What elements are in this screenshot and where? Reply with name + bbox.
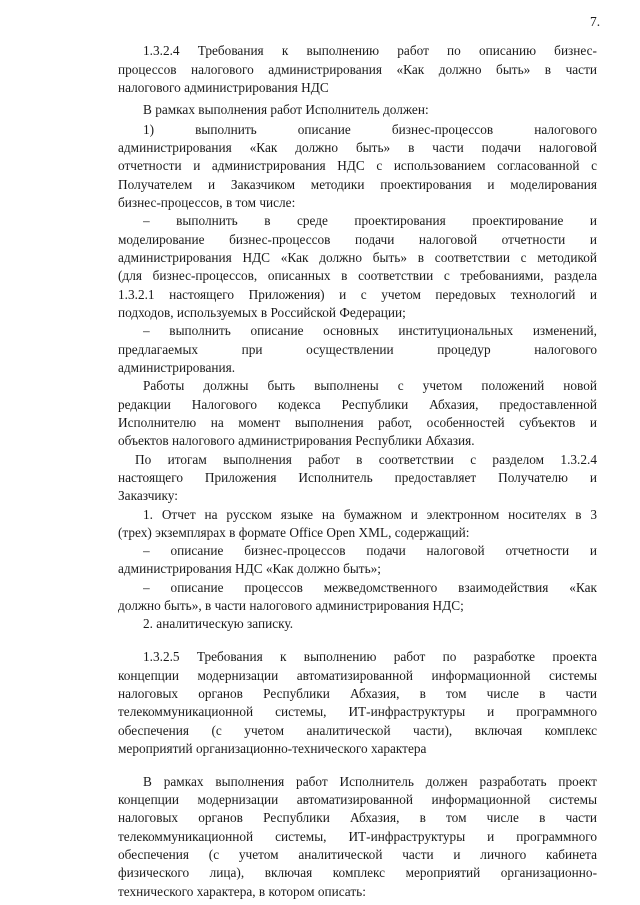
paragraph-line: телекоммуникационной системы, ИТ-инфраструктуры и программного (118, 829, 597, 844)
paragraph-line: отчетности и администрирования НДС с использованием согласованной с (118, 158, 597, 173)
paragraph-line: налоговых органов Республики Абхазия, в том числе в части (118, 810, 597, 825)
sub-bullet-line: – описание бизнес-процессов подачи налоговой отчетности и (143, 543, 597, 558)
paragraph-line: настоящего Приложения Исполнитель предоставляет Получателю и (118, 470, 597, 485)
paragraph-line: Исполнителю на момент выполнения работ, особенностей субъектов и (118, 415, 597, 430)
section-heading-line: телекоммуникационной системы, ИТ-инфраструктуры и программного (118, 704, 597, 719)
intro-text: В рамках выполнения работ Исполнитель должен: (143, 102, 429, 117)
deliverable-line: 2. аналитическую записку. (143, 616, 294, 631)
bullet-line: (для бизнес-процессов, описанных в соответствии с требованиями, раздела (118, 268, 597, 283)
section-heading-line: налоговых органов Республики Абхазия, в том числе в части (118, 686, 597, 701)
bullet-line: – выполнить описание основных институциональных изменений, (143, 323, 597, 338)
sub-bullet-line: администрирования НДС «Как должно быть»; (118, 561, 382, 576)
section-heading-line: 1.3.2.5 Требования к выполнению работ по разработке проекта (143, 649, 597, 664)
paragraph-line: обеспечения (с учетом аналитической части и личного кабинета (118, 847, 597, 862)
paragraph-line: администрирования «Как должно быть» в части подачи налоговой (118, 140, 597, 155)
bullet-line: администрирования. (118, 360, 236, 375)
paragraph-line: физического лица), включая комплекс мероприятий организационно- (118, 865, 597, 880)
paragraph-line: Заказчику: (118, 488, 178, 503)
paragraph-line: концепции модернизации автоматизированной информационной системы (118, 792, 597, 807)
deliverable-line: (трех) экземплярах в формате Office Open XML, содержащий: (118, 525, 470, 540)
section-heading-line: налогового администрирования НДС (118, 80, 329, 95)
paragraph-line: бизнес-процессов, в том числе: (118, 195, 296, 210)
page-number: 7. (590, 14, 601, 29)
section-heading-line: мероприятий организационно-технического характера (118, 741, 427, 756)
bullet-line: подходов, используемых в Российской Федерации; (118, 305, 406, 320)
section-heading-line: 1.3.2.4 Требования к выполнению работ по описанию бизнес- (143, 43, 597, 58)
bullet-line: моделирование бизнес-процессов подачи налоговой отчетности и (118, 232, 597, 247)
bullet-line: – выполнить в среде проектирования проектирование и (143, 213, 597, 228)
bullet-line: администрирования НДС «Как должно быть» в соответствии с методикой (118, 250, 597, 265)
section-heading-line: концепции модернизации автоматизированной информационной системы (118, 668, 597, 683)
paragraph-line: По итогам выполнения работ в соответствии с разделом 1.3.2.4 (135, 452, 597, 467)
paragraph-line: 1) выполнить описание бизнес-процессов налогового (143, 122, 597, 137)
section-heading-line: процессов налогового администрирования «Как должно быть» в части (118, 62, 597, 77)
section-heading-line: обеспечения (с учетом аналитической части), включая комплекс (118, 723, 597, 738)
sub-bullet-line: – описание процессов межведомственного взаимодействия «Как (143, 580, 597, 595)
paragraph-line: В рамках выполнения работ Исполнитель должен разработать проект (143, 774, 597, 789)
deliverable-line: 1. Отчет на русском языке на бумажном и электронном носителях в 3 (143, 507, 597, 522)
bullet-line: предлагаемых при осуществлении процедур налогового (118, 342, 597, 357)
paragraph-line: Получателем и Заказчиком методики проектирования и моделирования (118, 177, 597, 192)
bullet-line: 1.3.2.1 настоящего Приложения) и с учетом передовых технологий и (118, 287, 597, 302)
paragraph-line: технического характера, в котором описать: (118, 884, 366, 899)
paragraph-line: объектов налогового администрирования Республики Абхазия. (118, 433, 475, 448)
paragraph-line: Работы должны быть выполнены с учетом положений новой (143, 378, 597, 393)
paragraph-line: редакции Налогового кодекса Республики Абхазия, предоставленной (118, 397, 597, 412)
sub-bullet-line: должно быть», в части налогового администрирования НДС; (118, 598, 464, 613)
